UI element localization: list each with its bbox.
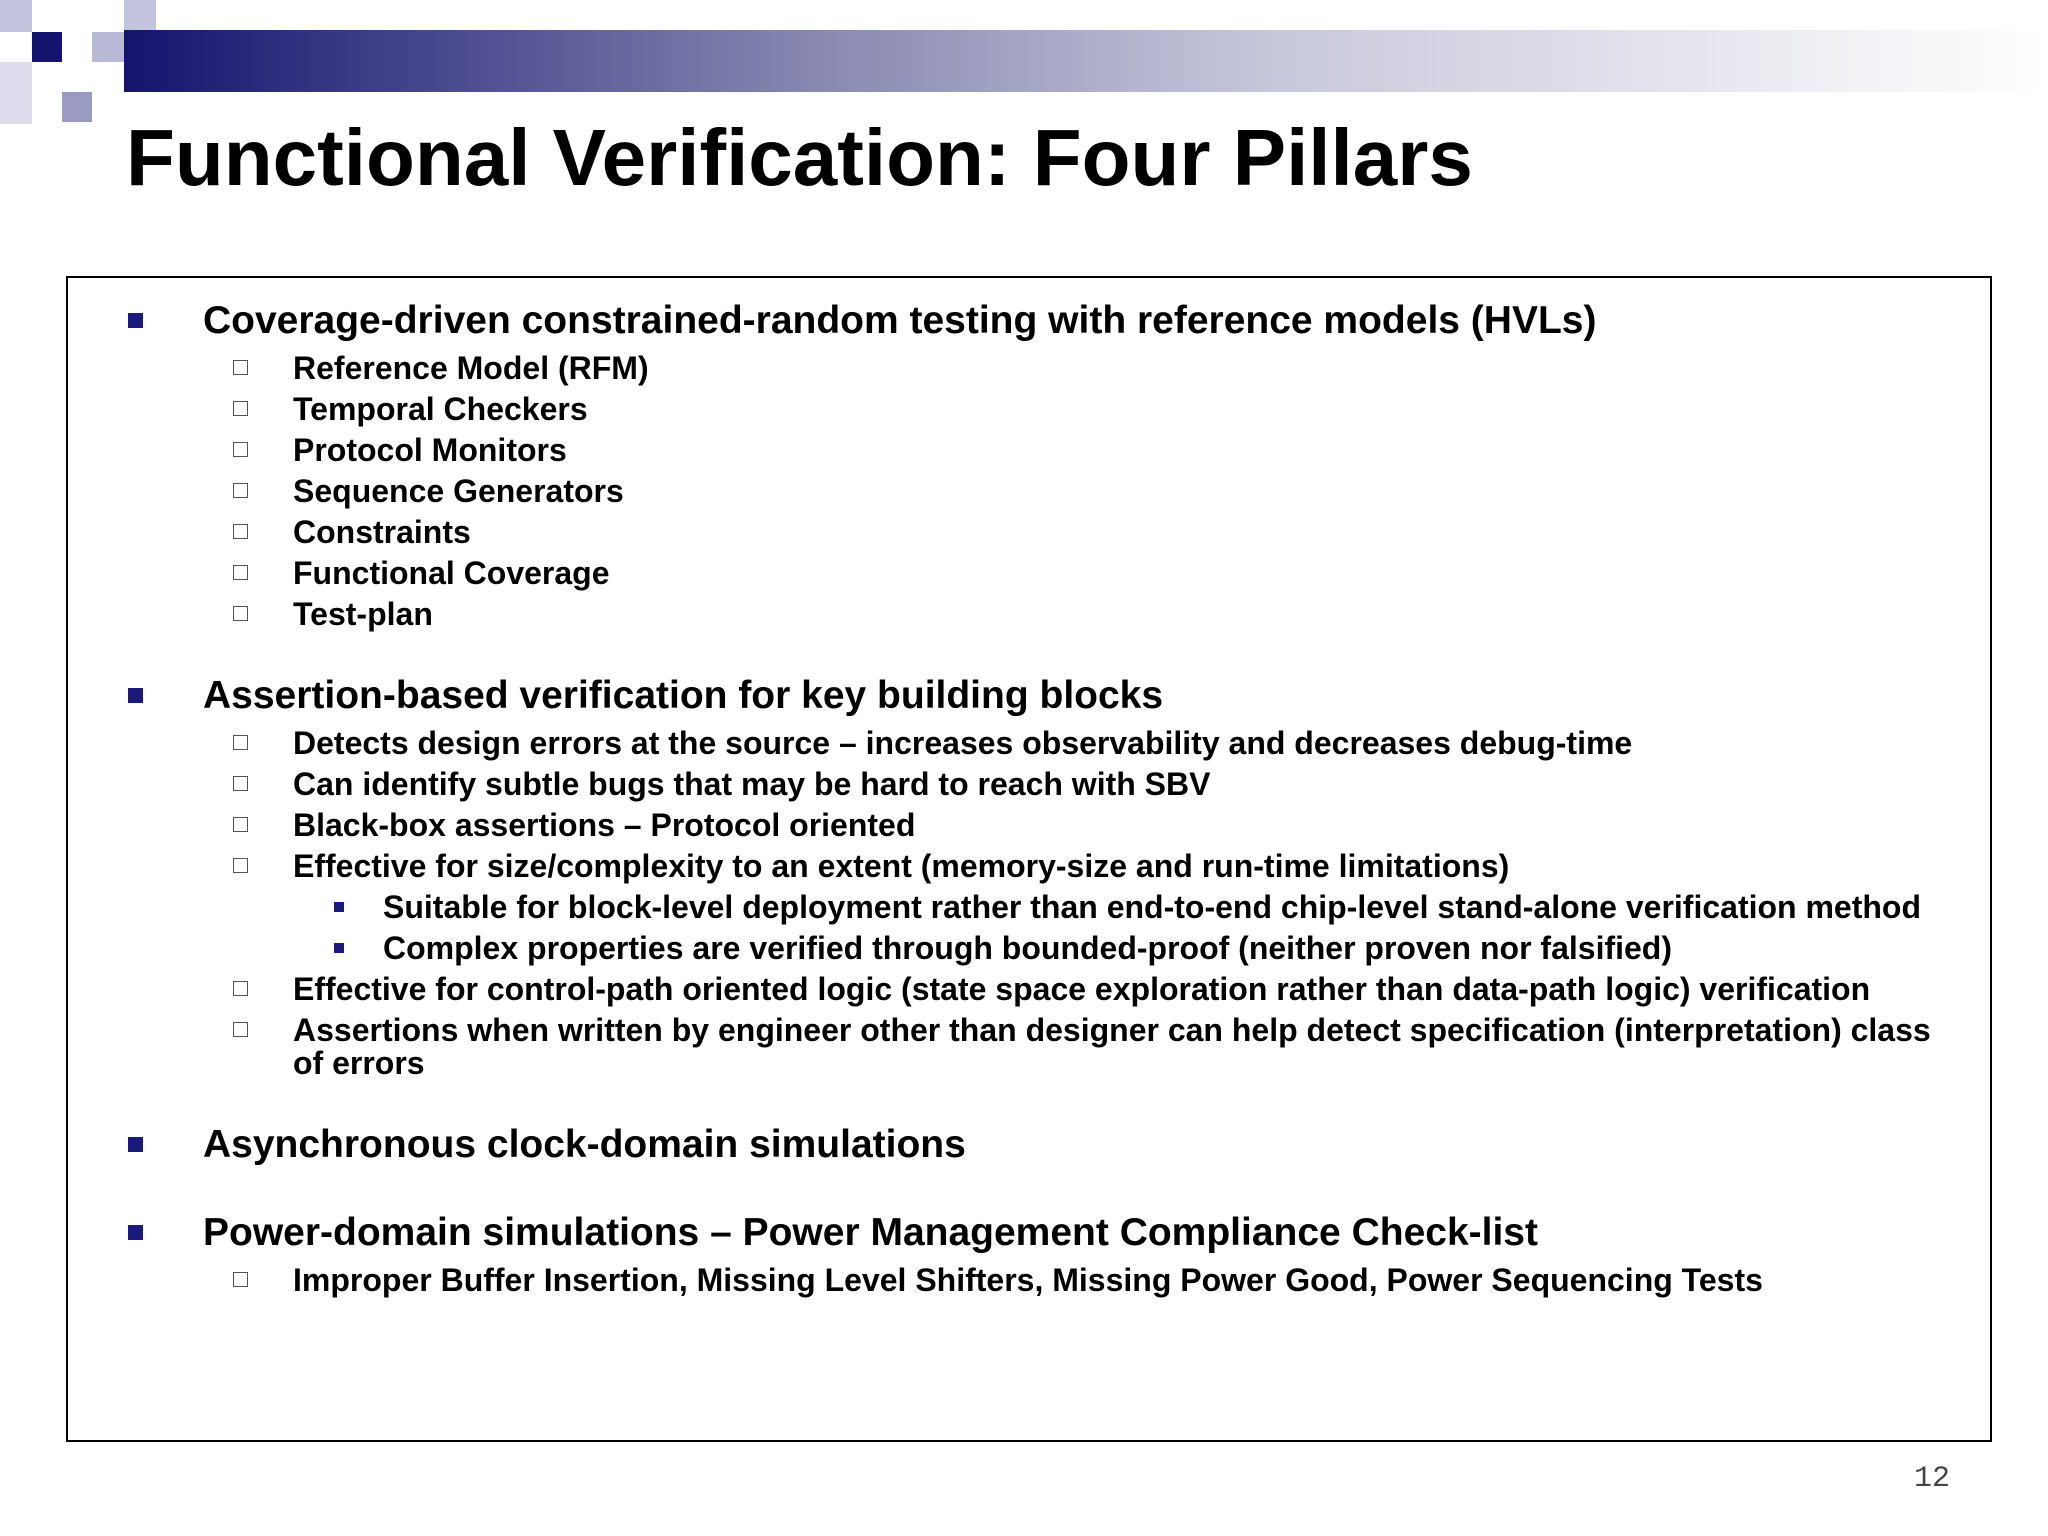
sub-item: [68, 475, 1990, 508]
sub-sub-item-label: Suitable for block-level deployment rather than end-to-end chip-level stand-alone verification method: [383, 889, 1922, 925]
pillar-section: [68, 298, 1990, 631]
sub-sub-item: [68, 891, 1990, 924]
hollow-square-bullet-icon: [233, 442, 248, 457]
sub-item: [68, 557, 1990, 590]
hollow-square-bullet-icon: [233, 401, 248, 416]
hollow-square-bullet-icon: [233, 817, 248, 832]
pillar-subitems: [68, 1264, 1990, 1297]
small-square-bullet-icon: [334, 902, 344, 912]
sub-item: [68, 809, 1990, 842]
sub-item: [68, 352, 1990, 385]
sub-item: [68, 598, 1990, 631]
sub-item-label: Temporal Checkers: [293, 391, 588, 427]
sub-item: [68, 850, 1990, 883]
pillar-subitems: [68, 727, 1990, 1080]
square-bullet-icon: [128, 1225, 143, 1240]
sub-item: [68, 973, 1990, 1006]
sub-item: [68, 393, 1990, 426]
sub-item: [68, 768, 1990, 801]
pillar-label: Asynchronous clock-domain simulations: [203, 1123, 966, 1166]
pillar-subitems: [68, 352, 1990, 631]
sub-item: [68, 434, 1990, 467]
sub-item-label: Detects design errors at the source – increases observability and decreases debug-time: [293, 725, 1633, 761]
pillar-item: [68, 298, 1990, 344]
pillar-item: [68, 673, 1990, 719]
square-bullet-icon: [128, 688, 143, 703]
pillar-list: [68, 298, 1990, 1297]
square-bullet-icon: [128, 313, 143, 328]
sub-sub-item-label: Complex properties are verified through bounded-proof (neither proven nor falsified): [383, 930, 1672, 966]
sub-item: [68, 1014, 1990, 1080]
sub-item-label: Assertions when written by engineer other than designer can help detect specification (interpretation) class of errors: [293, 1012, 1931, 1081]
square-bullet-icon: [128, 1137, 143, 1152]
sub-item-label: Improper Buffer Insertion, Missing Level Shifters, Missing Power Good, Power Sequencing Tests: [293, 1262, 1763, 1298]
sub-item-label: Test-plan: [293, 596, 433, 632]
hollow-square-bullet-icon: [233, 483, 248, 498]
hollow-square-bullet-icon: [233, 735, 248, 750]
title-banner: [124, 30, 2048, 92]
corner-square-light: [124, 0, 156, 32]
sub-item-label: Constraints: [293, 514, 471, 550]
hollow-square-bullet-icon: [233, 981, 248, 996]
page-number: 12: [1913, 1462, 1950, 1496]
sub-item-label: Effective for control-path oriented logic (state space exploration rather than data-path logic) verification: [293, 971, 1871, 1007]
corner-square-light: [92, 32, 124, 62]
hollow-square-bullet-icon: [233, 776, 248, 791]
pillar-item: [68, 1122, 1990, 1168]
hollow-square-bullet-icon: [233, 565, 248, 580]
pillar-section: [68, 1210, 1990, 1297]
hollow-square-bullet-icon: [233, 1272, 248, 1287]
sub-item-label: Protocol Monitors: [293, 432, 567, 468]
small-square-bullet-icon: [334, 943, 344, 953]
pillar-label: Power-domain simulations – Power Management Compliance Check-list: [203, 1211, 1538, 1254]
sub-item-label: Effective for size/complexity to an extent (memory-size and run-time limitations): [293, 848, 1510, 884]
corner-square-light: [0, 62, 32, 124]
pillar-item: [68, 1210, 1990, 1256]
content-box: [66, 276, 1992, 1442]
pillar-section: [68, 1122, 1990, 1168]
hollow-square-bullet-icon: [233, 606, 248, 621]
pillar-label: Assertion-based verification for key building blocks: [203, 674, 1164, 717]
hollow-square-bullet-icon: [233, 858, 248, 873]
sub-item-label: Sequence Generators: [293, 473, 624, 509]
sub-item: [68, 516, 1990, 549]
sub-item-label: Black-box assertions – Protocol oriented: [293, 807, 916, 843]
sub-item: [68, 727, 1990, 760]
sub-item-label: Reference Model (RFM): [293, 350, 649, 386]
hollow-square-bullet-icon: [233, 1022, 248, 1037]
corner-square-mid: [62, 92, 92, 122]
pillar-section: [68, 673, 1990, 1080]
corner-square-light: [0, 0, 32, 32]
corner-square-dark: [32, 32, 62, 62]
slide-title: Functional Verification: Four Pillars: [126, 113, 1473, 202]
hollow-square-bullet-icon: [233, 524, 248, 539]
sub-sub-item: [68, 932, 1990, 965]
sub-item-label: Can identify subtle bugs that may be hard to reach with SBV: [293, 766, 1211, 802]
pillar-label: Coverage-driven constrained-random testing with reference models (HVLs): [203, 299, 1597, 342]
sub-item-label: Functional Coverage: [293, 555, 610, 591]
sub-item: [68, 1264, 1990, 1297]
hollow-square-bullet-icon: [233, 360, 248, 375]
